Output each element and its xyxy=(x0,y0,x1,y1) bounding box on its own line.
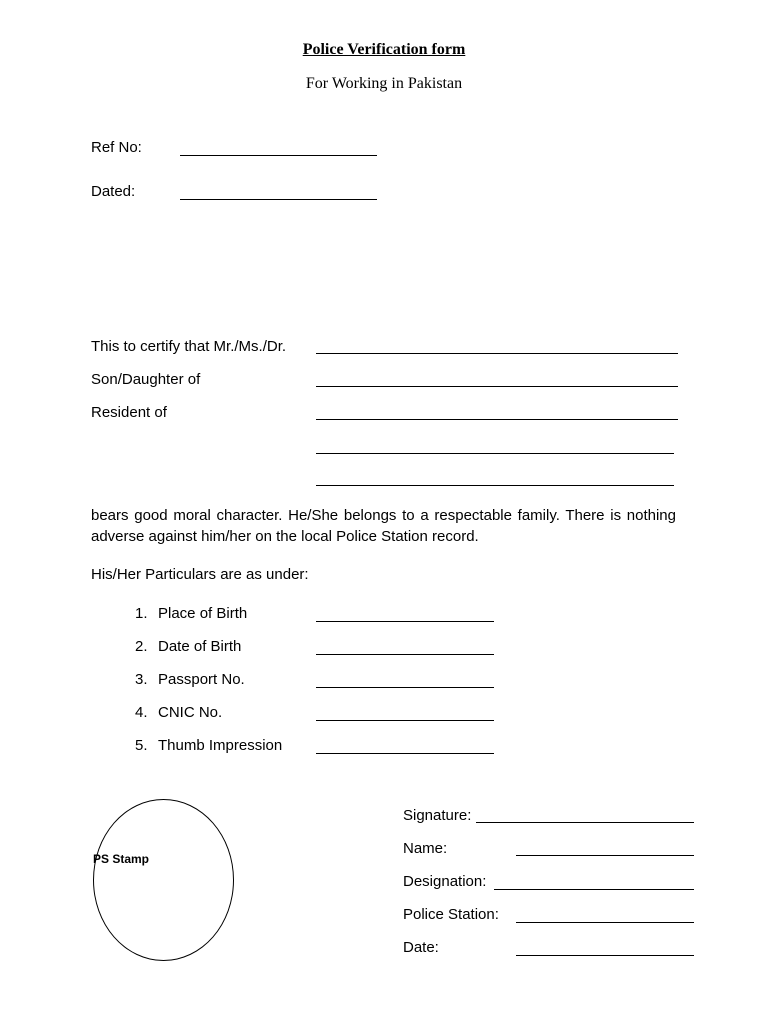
ref-no-field[interactable] xyxy=(180,155,377,156)
officer-name-field[interactable] xyxy=(516,855,694,856)
cnic-no-label: CNIC No. xyxy=(158,704,223,721)
thumb-impression-label: Thumb Impression xyxy=(158,737,283,754)
form-title: Police Verification form xyxy=(302,41,466,58)
passport-no-field[interactable] xyxy=(316,687,494,688)
list-item-number: 3. xyxy=(135,671,148,688)
thumb-impression-field[interactable] xyxy=(316,753,494,754)
list-item-number: 5. xyxy=(135,737,148,754)
signature-label: Signature: xyxy=(403,807,472,824)
dated-field[interactable] xyxy=(180,199,377,200)
designation-field[interactable] xyxy=(494,889,694,890)
cnic-no-field[interactable] xyxy=(316,720,494,721)
ps-stamp-circle xyxy=(93,799,234,961)
ref-no-label: Ref No: xyxy=(91,139,142,156)
certify-label: This to certify that Mr./Ms./Dr. xyxy=(91,338,287,355)
particulars-heading: His/Her Particulars are as under: xyxy=(91,566,309,583)
name-label: Name: xyxy=(403,840,448,857)
address-field-3[interactable] xyxy=(316,485,674,486)
address-field-1[interactable] xyxy=(316,419,678,420)
list-item-number: 4. xyxy=(135,704,148,721)
signature-field[interactable] xyxy=(476,822,694,823)
designation-label: Designation: xyxy=(403,873,487,890)
character-statement: bears good moral character. He/She belongs to a respectable family. There is nothing adverse against him/her on the local Police Station record. xyxy=(91,507,676,545)
form-subtitle: For Working in Pakistan xyxy=(305,75,463,92)
name-field[interactable] xyxy=(316,353,678,354)
ps-stamp-label: PS Stamp xyxy=(93,852,150,866)
passport-no-label: Passport No. xyxy=(158,671,245,688)
date-label: Date: xyxy=(403,939,439,956)
son-daughter-label: Son/Daughter of xyxy=(91,371,201,388)
place-of-birth-label: Place of Birth xyxy=(158,605,248,622)
dated-label: Dated: xyxy=(91,183,136,200)
date-of-birth-label: Date of Birth xyxy=(158,638,242,655)
parent-name-field[interactable] xyxy=(316,386,678,387)
police-station-label: Police Station: xyxy=(403,906,499,923)
list-item-number: 1. xyxy=(135,605,148,622)
address-field-2[interactable] xyxy=(316,453,674,454)
place-of-birth-field[interactable] xyxy=(316,621,494,622)
resident-label: Resident of xyxy=(91,404,167,421)
date-of-birth-field[interactable] xyxy=(316,654,494,655)
police-station-field[interactable] xyxy=(516,922,694,923)
date-field[interactable] xyxy=(516,955,694,956)
list-item-number: 2. xyxy=(135,638,148,655)
